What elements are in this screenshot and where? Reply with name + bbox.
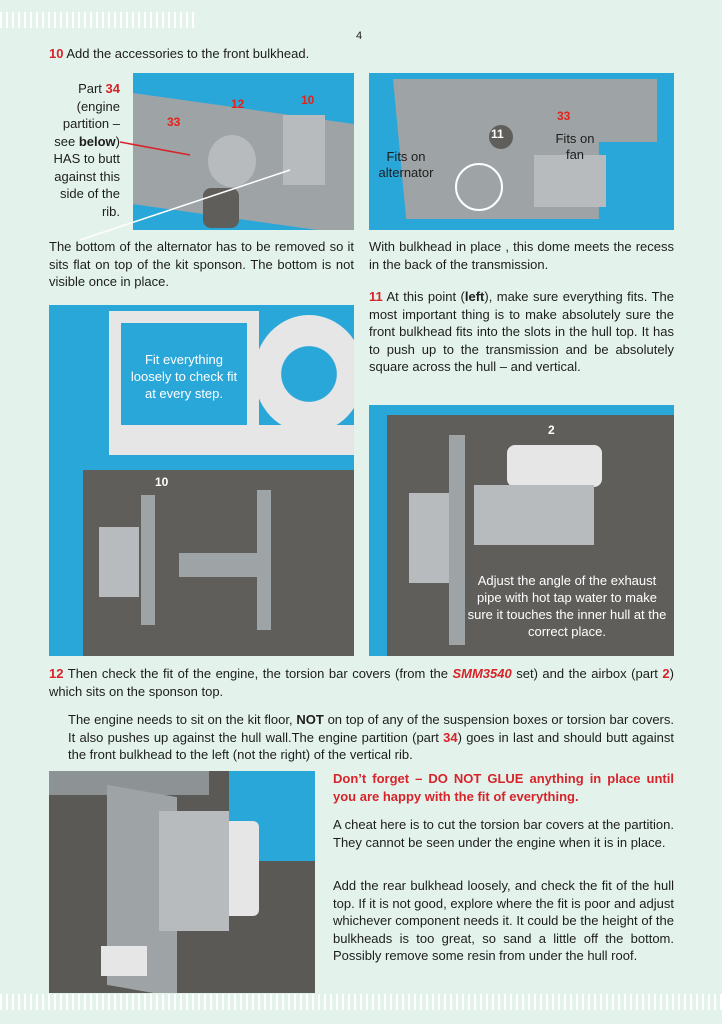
- set-code: SMM3540: [452, 666, 512, 681]
- step-12-paragraph-3: A cheat here is to cut the torsion bar covers at the partition. They cannot be seen under the engine when it is in place.: [333, 817, 674, 850]
- caption-dome: With bulkhead in place , this dome meets the recess in the back of the transmission.: [369, 239, 674, 272]
- step-text: set) and the airbox (part: [511, 666, 663, 681]
- warning-text: [333, 770, 674, 805]
- step-text: The engine needs to sit on the kit floor,: [68, 712, 297, 727]
- step-text: ) goes in last and should butt against the front bulkhead to the left (not the right) of the vertical rib.: [68, 729, 674, 762]
- turret-ring: [254, 315, 354, 433]
- bottom-stripe-decoration: [0, 994, 722, 1010]
- part-tag-12: 12: [231, 97, 245, 111]
- step-11-text: [369, 288, 674, 376]
- part-number: 2: [662, 666, 670, 681]
- caption-alternator: The bottom of the alternator has to be removed so it sits flat on top of the kit sponson. The bottom is not visible once in place.: [49, 239, 354, 289]
- step-number: 10: [49, 46, 64, 61]
- airbox-part: [507, 445, 602, 487]
- step-text: At this point (: [386, 289, 465, 304]
- engine-part: [474, 485, 594, 545]
- step-12-paragraph-4: Add the rear bulkhead loosely, and check the fit of the hull top. If it is not good, explore where the fit is poor and adjust whichever component needs it. It could be the height of the bulkheads is too great, so sand a little off the bottom. Possibly remove some resin from under the hull roof.: [333, 878, 674, 963]
- transmission-part: [99, 527, 139, 597]
- callout-text: ) HAS to butt against this side of the rib.: [53, 133, 120, 219]
- callout-part-number: 34: [105, 81, 120, 96]
- part-tag-10: 10: [155, 475, 169, 489]
- step-12-paragraph-1: [49, 665, 674, 700]
- overlay-exhaust-pipe: Adjust the angle of the exhaust pipe with hot tap water to make sure it touches the inner hull at the correct place.: [467, 573, 667, 639]
- part-tag-33: 33: [167, 115, 181, 129]
- callout-text: (engine partition – see: [54, 98, 120, 149]
- step-text: Then check the fit of the engine, the torsion bar covers (from the: [67, 666, 453, 681]
- photo-hull-fit-check: [49, 305, 354, 656]
- step-text-bold: NOT: [296, 712, 324, 727]
- callout-text: Part: [78, 81, 106, 96]
- step-number: 11: [369, 289, 383, 304]
- step-text-bold: left: [464, 289, 485, 304]
- page-number: 4: [356, 30, 363, 42]
- photo-bulkhead-fitted: [369, 73, 674, 230]
- part-tag-33: 33: [557, 109, 571, 123]
- part-tag-11: 11: [491, 127, 504, 141]
- label-fits-fan: Fits on fan: [555, 131, 595, 162]
- callout-below: below: [78, 133, 116, 149]
- step-text: on top of any of the suspension boxes or torsion bar covers. It also pushes up against the hull wall.The engine partition (part: [68, 712, 674, 745]
- photo-engine-fit: [369, 405, 674, 656]
- step-heading-text: Add the accessories to the front bulkhead.: [66, 46, 310, 61]
- part-number: 34: [443, 729, 458, 745]
- photo-engine-in-hull: [49, 771, 315, 993]
- overlay-fit-everything: Fit everything loosely to check fit at every step.: [130, 352, 238, 401]
- step-text: ), make sure everything fits. The most important thing is to make absolutely sure the front bulkhead fits into the slots in the hull top. It has to push up to the transmission and be absolutely square across the hull – and vertical.: [369, 289, 674, 374]
- part-tag-2: 2: [548, 423, 555, 437]
- transmission-part: [409, 493, 449, 583]
- dome-highlight-circle: [455, 163, 503, 211]
- label-fits-alternator: Fits on alternator: [378, 149, 434, 180]
- engine-part: [159, 811, 229, 931]
- step-number: 12: [49, 666, 64, 681]
- part-tag-10: 10: [301, 93, 315, 107]
- step-12-paragraph-2: [68, 711, 674, 764]
- warning-message: Don’t forget – DO NOT GLUE anything in place until you are happy with the fit of everything.: [333, 771, 674, 804]
- step-text: ) which sits on the sponson top.: [49, 666, 674, 699]
